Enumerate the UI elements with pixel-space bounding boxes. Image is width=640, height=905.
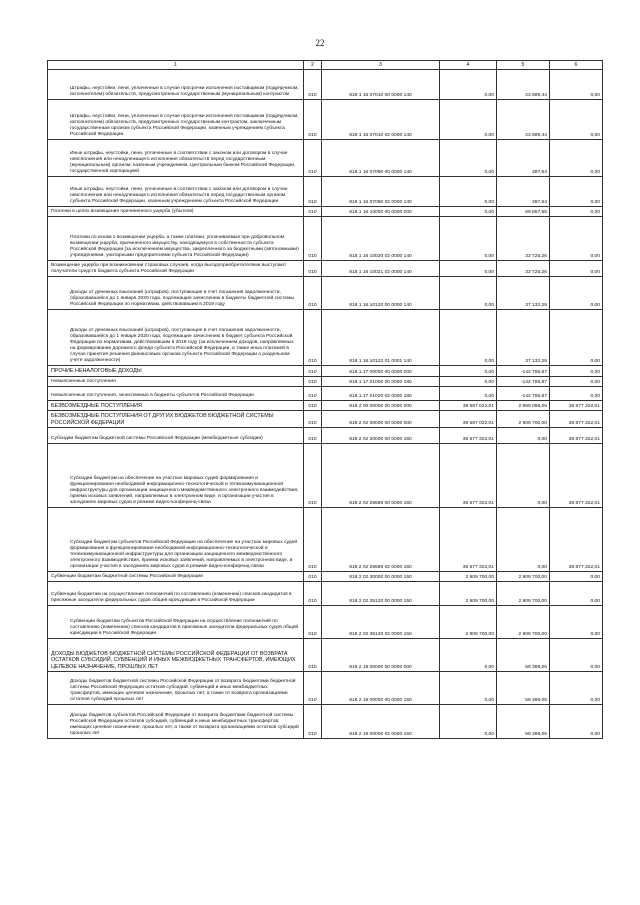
row-unexecuted-amount: 0,00	[550, 572, 603, 582]
row-approved-amount: 2 909 700,00	[440, 582, 497, 606]
row-unexecuted-amount: 0,00	[550, 672, 603, 705]
row-unexecuted-amount: 36 677 322,01	[550, 428, 603, 444]
row-executed-amount: 37 132,29	[497, 309, 550, 365]
row-line-code: 010	[304, 365, 322, 376]
row-unexecuted-amount: 0,00	[550, 276, 603, 309]
row-classification-code: 818 1 17 01000 00 0000 180	[322, 376, 440, 386]
row-approved-amount: 0,00	[440, 376, 497, 386]
row-classification-code: 818 2 02 35120 02 0000 150	[322, 606, 440, 639]
row-approved-amount: 36 677 322,01	[440, 428, 497, 444]
row-unexecuted-amount: 0,00	[550, 70, 603, 100]
row-description: Невыясненные поступления, зачисляемые в бюджеты субъектов Российской Федерации	[48, 386, 304, 400]
row-classification-code: 818 2 02 20000 00 0000 150	[322, 428, 440, 444]
row-line-code: 010	[304, 444, 322, 508]
row-classification-code: 818 1 16 10020 02 0000 140	[322, 216, 440, 260]
revenue-table	[47, 60, 603, 739]
row-unexecuted-amount: 0,00	[550, 207, 603, 217]
row-description: Субсидии бюджетам субъектов Российской Федерации на обеспечение на участках мировых судей формирования и функционирования необходимой информационно-технологической и телекоммуникационной инфраструктуры для организации защищенного межведомственного электронного взаимодействия, приема исковых заявлений, направляемых в электронном виде, и организации участия в заседаниях мировых судов в режиме видео-конференц-связи	[48, 508, 304, 572]
row-line-code: 010	[304, 606, 322, 639]
row-executed-amount: 0,00	[497, 508, 550, 572]
table-row	[48, 508, 603, 572]
row-line-code: 010	[304, 400, 322, 411]
row-description: Доходы бюджетов субъектов Российской Федерации от возврата бюджетами бюджетной системы Российской Федерации остатков субсидий, субвенций и иных межбюджетных трансфертов, имеющих целевое назначение, прошлых лет, а также от возврата организациями остатков субсидий прошлых лет	[48, 705, 304, 739]
row-line-code: 010	[304, 428, 322, 444]
table-row	[48, 177, 603, 207]
row-line-code: 010	[304, 70, 322, 100]
row-executed-amount: 23 699,44	[497, 100, 550, 140]
row-classification-code: 818 1 16 10120 00 0000 140	[322, 276, 440, 309]
row-executed-amount: -142 795,87	[497, 376, 550, 386]
row-line-code: 010	[304, 376, 322, 386]
table-row	[48, 376, 603, 386]
table-row	[48, 411, 603, 428]
row-approved-amount: 0,00	[440, 177, 497, 207]
row-unexecuted-amount: 0,00	[550, 216, 603, 260]
table-row	[48, 400, 603, 411]
row-description: Платежи в целях возмещения причиненного ущерба (убытков)	[48, 207, 304, 217]
row-classification-code: 818 1 16 07090 02 0000 140	[322, 177, 440, 207]
row-classification-code: 818 2 18 00000 02 0000 150	[322, 705, 440, 739]
row-executed-amount: 23 699,44	[497, 70, 550, 100]
table-row	[48, 606, 603, 639]
row-classification-code: 818 2 02 35120 00 0000 150	[322, 582, 440, 606]
row-approved-amount: 2 909 700,00	[440, 572, 497, 582]
row-description: Иные штрафы, неустойки, пени, уплаченные в соответствии с законом или договором в случае неисполнения или ненадлежащего исполнения обязательств перед государственным органом субъекта Российской Федерации, казенным учреждением субъекта Российской Федерации	[48, 177, 304, 207]
row-description: Невыясненные поступления	[48, 376, 304, 386]
table-row	[48, 572, 603, 582]
row-unexecuted-amount: 36 677 322,01	[550, 444, 603, 508]
row-line-code: 010	[304, 177, 322, 207]
row-line-code: 010	[304, 572, 322, 582]
table-row	[48, 207, 603, 217]
row-classification-code: 818 1 16 10021 02 0000 140	[322, 260, 440, 276]
table-row	[48, 444, 603, 508]
table-row	[48, 100, 603, 140]
table-row	[48, 70, 603, 100]
row-executed-amount: 2 909 700,00	[497, 572, 550, 582]
row-approved-amount: 39 587 022,01	[440, 411, 497, 428]
row-unexecuted-amount: 0,00	[550, 606, 603, 639]
row-executed-amount: 0,00	[497, 444, 550, 508]
row-approved-amount: 0,00	[440, 276, 497, 309]
row-line-code: 010	[304, 705, 322, 739]
row-approved-amount: 0,00	[440, 260, 497, 276]
table-row	[48, 705, 603, 739]
row-unexecuted-amount: 0,00	[550, 177, 603, 207]
page-number: 22	[315, 38, 325, 48]
table-row	[48, 428, 603, 444]
row-unexecuted-amount: 0,00	[550, 140, 603, 177]
row-approved-amount: 39 587 022,01	[440, 400, 497, 411]
table-row	[48, 216, 603, 260]
row-unexecuted-amount: 36 677 322,01	[550, 400, 603, 411]
table-row	[48, 309, 603, 365]
row-executed-amount: 59 398,05	[497, 639, 550, 672]
row-approved-amount: 0,00	[440, 70, 497, 100]
row-classification-code: 818 1 16 10122 01 0001 140	[322, 309, 440, 365]
row-line-code: 010	[304, 100, 322, 140]
row-line-code: 010	[304, 411, 322, 428]
row-description: Доходы от денежных взысканий (штрафов), поступающие в счет погашения задолженности, образовавшейся до 1 января 2020 года, подлежащие зачислению в бюджеты бюджетной системы Российской Федерации по нормативам, действовавшим в 2019 году	[48, 276, 304, 309]
table-body	[48, 70, 603, 739]
row-unexecuted-amount: 0,00	[550, 376, 603, 386]
row-approved-amount: 36 677 322,01	[440, 508, 497, 572]
row-classification-code: 818 1 16 07010 00 0000 140	[322, 70, 440, 100]
row-line-code: 010	[304, 216, 322, 260]
row-description: Субсидии бюджетам на обеспечение на участках мировых судей формирования и функционирования необходимой информационно-технологической и телекоммуникационной инфраструктуры для организации защищенного межведомственного электронного взаимодействия, приема исковых заявлений, направляемых в электронном виде, и организации участия в заседаниях мировых судов в режиме видео-конференц-связи	[48, 444, 304, 508]
row-approved-amount: 0,00	[440, 216, 497, 260]
table-row	[48, 639, 603, 672]
row-executed-amount: 59 398,05	[497, 672, 550, 705]
row-line-code: 010	[304, 639, 322, 672]
row-description: Субсидии бюджетам бюджетной системы Российской Федерации (межбюджетные субсидии)	[48, 428, 304, 444]
column-header: 6	[550, 61, 603, 70]
row-unexecuted-amount: 0,00	[550, 386, 603, 400]
row-classification-code: 818 2 02 25589 00 0000 150	[322, 444, 440, 508]
row-classification-code: 818 2 00 00000 00 0000 000	[322, 400, 440, 411]
row-approved-amount: 0,00	[440, 309, 497, 365]
row-description: Доходы бюджетов бюджетной системы Российской Федерации от возврата бюджетами бюджетной системы Российской Федерации остатков субсидий, субвенций и иных межбюджетных трансфертов, имеющих целевое назначение, прошлых лет, а также от возврата организациями остатков субсидий прошлых лет	[48, 672, 304, 705]
row-executed-amount: 59 398,05	[497, 705, 550, 739]
row-executed-amount: 0,00	[497, 428, 550, 444]
row-approved-amount: 0,00	[440, 100, 497, 140]
row-executed-amount: 397,64	[497, 177, 550, 207]
column-header: 5	[497, 61, 550, 70]
row-classification-code: 818 1 16 07010 02 0000 140	[322, 100, 440, 140]
row-approved-amount: 0,00	[440, 140, 497, 177]
row-classification-code: 818 1 17 00000 00 0000 000	[322, 365, 440, 376]
row-classification-code: 818 1 17 01020 02 0000 180	[322, 386, 440, 400]
row-approved-amount: 36 677 322,01	[440, 444, 497, 508]
row-classification-code: 818 2 18 00000 00 0000 000	[322, 639, 440, 672]
row-classification-code: 818 1 16 10000 00 0000 000	[322, 207, 440, 217]
row-line-code: 010	[304, 309, 322, 365]
row-description: Штрафы, неустойки, пени, уплаченные в случае просрочки исполнения поставщиком (подрядчиком, исполнителем) обязательств, предусмотренных государственным контрактом, заключенным государственным органом субъекта Российской Федерации, казенным учреждением субъекта Российской Федерации	[48, 100, 304, 140]
row-approved-amount: 0,00	[440, 672, 497, 705]
row-description: Субвенции бюджетам субъектов Российской Федерации на осуществление полномочий по составлению (изменению) списков кандидатов в присяжные заседатели федеральных судов общей юрисдикции в Российской Федерации	[48, 606, 304, 639]
row-line-code: 010	[304, 260, 322, 276]
table-row	[48, 140, 603, 177]
row-approved-amount: 0,00	[440, 386, 497, 400]
table-row	[48, 672, 603, 705]
row-executed-amount: 397,64	[497, 140, 550, 177]
row-unexecuted-amount: 0,00	[550, 582, 603, 606]
column-header: 3	[322, 61, 440, 70]
row-description: БЕЗВОЗМЕЗДНЫЕ ПОСТУПЛЕНИЯ	[48, 400, 304, 411]
row-line-code: 010	[304, 140, 322, 177]
row-unexecuted-amount: 36 677 322,01	[550, 508, 603, 572]
row-classification-code: 818 2 02 30000 00 0000 150	[322, 572, 440, 582]
table-row	[48, 260, 603, 276]
row-unexecuted-amount: 0,00	[550, 100, 603, 140]
row-approved-amount: 0,00	[440, 207, 497, 217]
row-approved-amount: 0,00	[440, 365, 497, 376]
table-row	[48, 365, 603, 376]
row-unexecuted-amount: 0,00	[550, 365, 603, 376]
row-description: Иные штрафы, неустойки, пени, уплаченные в соответствии с законом или договором в случае неисполнения или ненадлежащего исполнения обязательств перед государственным (муниципальным) органом, казенным учреждением, Центральным банком Российской Федерации, государственной корпорацией	[48, 140, 304, 177]
row-unexecuted-amount: 0,00	[550, 260, 603, 276]
row-description: Платежи по искам о возмещении ущерба, а также платежи, уплачиваемые при добровольном возмещении ущерба, причиненного имуществу, находящемуся в собственности субъекта Российской Федерации (за исключением имущества, закрепленного за бюджетными (автономными) учреждениями, унитарными предприятиями субъекта Российской Федерации)	[48, 216, 304, 260]
row-description: Штрафы, неустойки, пени, уплаченные в случае просрочки исполнения поставщиком (подрядчиком, исполнителем) обязательств, предусмотренных государственным (муниципальным) контрактом	[48, 70, 304, 100]
row-approved-amount: 0,00	[440, 705, 497, 739]
table-row	[48, 386, 603, 400]
table-row	[48, 582, 603, 606]
row-line-code: 010	[304, 276, 322, 309]
row-description: Субвенции бюджетам бюджетной системы Российской Федерации	[48, 572, 304, 582]
row-executed-amount: 37 132,29	[497, 276, 550, 309]
table-row	[48, 276, 603, 309]
row-unexecuted-amount: 0,00	[550, 309, 603, 365]
row-executed-amount: 32 725,26	[497, 260, 550, 276]
column-header: 1	[48, 61, 304, 70]
row-description: ПРОЧИЕ НЕНАЛОГОВЫЕ ДОХОДЫ	[48, 365, 304, 376]
column-number-row	[48, 61, 603, 70]
row-executed-amount: -142 795,87	[497, 365, 550, 376]
row-description: ДОХОДЫ БЮДЖЕТОВ БЮДЖЕТНОЙ СИСТЕМЫ РОССИЙСКОЙ ФЕДЕРАЦИИ ОТ ВОЗВРАТА ОСТАТКОВ СУБСИДИЙ, СУБВЕНЦИЙ И ИНЫХ МЕЖБЮДЖЕТНЫХ ТРАНСФЕРТОВ, ИМЕЮЩИХ ЦЕЛЕВОЕ НАЗНАЧЕНИЕ, ПРОШЛЫХ ЛЕТ	[48, 639, 304, 672]
row-line-code: 010	[304, 508, 322, 572]
row-classification-code: 818 2 02 25589 02 0000 150	[322, 508, 440, 572]
row-executed-amount: 2 909 700,00	[497, 411, 550, 428]
row-classification-code: 818 2 02 00000 00 0000 000	[322, 411, 440, 428]
row-unexecuted-amount: 36 677 322,01	[550, 411, 603, 428]
row-unexecuted-amount: 0,00	[550, 705, 603, 739]
row-unexecuted-amount: 0,00	[550, 639, 603, 672]
row-executed-amount: 69 857,55	[497, 207, 550, 217]
row-line-code: 010	[304, 386, 322, 400]
row-executed-amount: 2 909 700,00	[497, 582, 550, 606]
row-classification-code: 818 1 16 07090 00 0000 140	[322, 140, 440, 177]
row-executed-amount: 2 909 700,00	[497, 606, 550, 639]
row-executed-amount: 32 725,26	[497, 216, 550, 260]
row-line-code: 010	[304, 207, 322, 217]
row-classification-code: 818 2 18 00000 00 0000 150	[322, 672, 440, 705]
row-description: БЕЗВОЗМЕЗДНЫЕ ПОСТУПЛЕНИЯ ОТ ДРУГИХ БЮДЖЕТОВ БЮДЖЕТНОЙ СИСТЕМЫ РОССИЙСКОЙ ФЕДЕРАЦИИ	[48, 411, 304, 428]
row-line-code: 010	[304, 672, 322, 705]
row-description: Доходы от денежных взысканий (штрафов), поступающие в счет погашения задолженности, образовавшейся до 1 января 2020 года, подлежащие зачислению в бюджет субъекта Российской Федерации по нормативам, действовавшим в 2019 году (за исключением доходов, направляемых на формирование дорожного фонда субъекта Российской Федерации, а также иных платежей в случае принятия решения финансовым органом субъекта Российской Федерации о раздельном учете задолженности)	[48, 309, 304, 365]
row-description: Субвенции бюджетам на осуществление полномочий по составлению (изменению) списков кандидатов в присяжные заседатели федеральных судов общей юрисдикции в Российской Федерации	[48, 582, 304, 606]
row-approved-amount: 2 909 700,00	[440, 606, 497, 639]
column-header: 2	[304, 61, 322, 70]
row-description: Возмещение ущерба при возникновении страховых случаев, когда выгодоприобретателями выступают получатели средств бюджета субъекта Российской Федерации	[48, 260, 304, 276]
row-executed-amount: -142 795,87	[497, 386, 550, 400]
row-line-code: 010	[304, 582, 322, 606]
row-approved-amount: 0,00	[440, 639, 497, 672]
row-executed-amount: 2 969 098,05	[497, 400, 550, 411]
column-header: 4	[440, 61, 497, 70]
